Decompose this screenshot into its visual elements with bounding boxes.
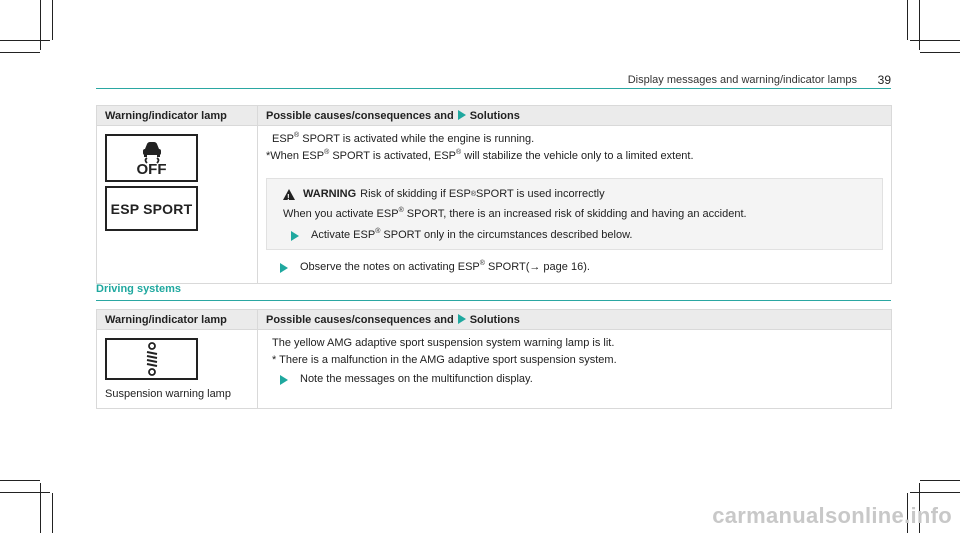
crop-mark <box>920 52 960 53</box>
esp-sport-active-text: ESP® SPORT is activated while the engine is running. <box>272 132 535 145</box>
observe-notes-action: Observe the notes on activating ESP® SPORT(→ page 16). <box>266 260 883 275</box>
esp-sport-stabilize-text: *When ESP® SPORT is activated, ESP® will stabilize the vehicle only to a limited extent. <box>266 149 694 162</box>
esp-sport-label: ESP SPORT <box>110 200 193 217</box>
solutions-arrow-icon <box>458 314 466 324</box>
warning-heading: ! WARNING Risk of skidding if ESP ® SPORT is used incorrectly <box>277 187 872 202</box>
warning-action: Activate ESP® SPORT only in the circumstances described below. <box>277 228 872 243</box>
suspension-lamp-text: The yellow AMG adaptive sport suspension system warning lamp is lit. <box>272 337 615 349</box>
crop-mark <box>0 52 40 53</box>
table-header-row <box>97 106 892 126</box>
crop-mark <box>919 0 920 50</box>
solutions-arrow-icon <box>458 110 466 120</box>
crop-mark <box>52 0 53 40</box>
warning-body: When you activate ESP® SPORT, there is an increased risk of skidding and having an accident. <box>283 207 747 220</box>
esp-sport-table <box>96 105 892 284</box>
table-row <box>97 330 892 409</box>
esp-off-label: OFF <box>136 160 167 178</box>
table-header-row <box>97 310 892 330</box>
crop-mark <box>920 480 960 481</box>
crop-mark <box>40 0 41 50</box>
lamp-cell <box>97 330 258 409</box>
note-messages-action: Note the messages on the multifunction display. <box>266 372 883 387</box>
col-header-causes: Possible causes/consequences and Solutions <box>258 310 892 330</box>
crop-mark <box>910 492 960 493</box>
crop-mark <box>0 40 50 41</box>
causes-cell <box>258 126 892 284</box>
suspension-lamp <box>105 338 198 380</box>
crop-mark <box>40 483 41 533</box>
suspension-icon <box>144 342 160 376</box>
col-header-causes: Possible causes/consequences and Solutions <box>258 106 892 126</box>
page-reference-arrow-icon: → <box>529 261 541 273</box>
suspension-lamp-caption: Suspension warning lamp <box>105 388 231 400</box>
suspension-malfunction-text: * There is a malfunction in the AMG adaptive sport suspension system. <box>272 354 617 366</box>
crop-mark <box>910 40 960 41</box>
page-header-title: Display messages and warning/indicator lamps <box>627 74 857 86</box>
warning-triangle-icon <box>283 189 295 200</box>
esp-off-lamp <box>105 134 198 182</box>
crop-mark <box>52 493 53 533</box>
causes-cell <box>258 330 892 409</box>
section-heading <box>96 283 891 301</box>
action-arrow-icon <box>291 231 299 241</box>
page-number: 39 <box>877 73 891 87</box>
col-header-lamp: Warning/indicator lamp <box>97 106 258 126</box>
action-arrow-icon <box>280 375 288 385</box>
esp-sport-lamp <box>105 186 198 231</box>
crop-mark <box>907 0 908 40</box>
table-row <box>97 126 892 284</box>
suspension-table <box>96 309 892 409</box>
page-header <box>96 74 891 89</box>
warning-box <box>266 178 883 250</box>
col-header-lamp: Warning/indicator lamp <box>97 310 258 330</box>
crop-mark <box>0 492 50 493</box>
skidding-car-icon <box>139 140 165 164</box>
action-arrow-icon <box>280 263 288 273</box>
watermark: carmanualsonline.info <box>712 503 952 528</box>
crop-mark <box>0 480 40 481</box>
lamp-cell <box>97 126 258 284</box>
page-reference-link[interactable]: page 16). <box>540 261 590 273</box>
section-title: Driving systems <box>96 283 181 295</box>
